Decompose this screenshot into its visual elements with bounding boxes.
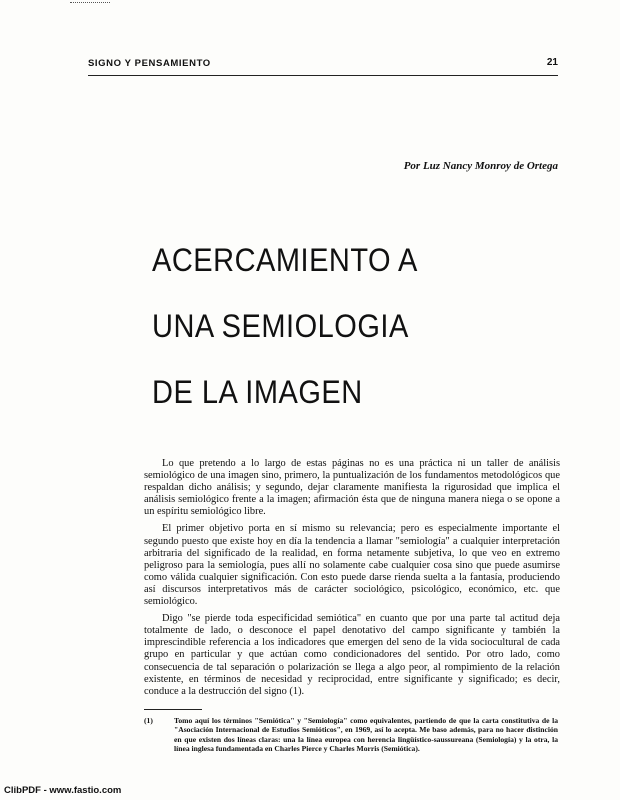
title-line-2: UNA SEMIOLOGIA [152,309,409,345]
paragraph-1: Lo que pretendo a lo largo de estas páginas no es una práctica ni un taller de análisis semiológico de una imagen sino, primero, la puntualización de los fundamentos metodológicos que respaldan dicho análisis; y segundo, dejar claramente manifiesta la rigurosidad que implica el análisis semiológico frente a la imagen; afirmación ésta que de ninguna manera niega o se opone a un espíritu semiológico libre. [144,458,560,518]
scan-artifact [70,2,110,8]
running-title: SIGNO Y PENSAMIENTO [88,58,211,69]
title-line-3: DE LA IMAGEN [152,375,363,411]
header-rule [88,75,558,76]
author-byline: Por Luz Nancy Monroy de Ortega [403,160,558,172]
footnote-rule [144,709,202,710]
footnote [144,716,558,754]
title-line-1: ACERCAMIENTO A [152,243,418,279]
paragraph-3: Digo "se pierde toda especificidad semiótica" en cuanto que por una parte tal actitud deja totalmente de lado, o desconoce el papel denotativo del campo significante y también la imprescindible referencia a los indicadores que emergen del seno de la vida sociocultural de cada grupo en particular y que actúan como condicionadores del sentido. Por otro lado, como consecuencia de tal separación o polarización se llega a algo peor, al rompimiento de la relación existente, en términos de necesidad y reciprocidad, entre significante y significado; es decir, conduce a la destrucción del signo (1). [144,613,560,697]
footnote-mark: (1) [144,716,153,725]
page-number: 21 [546,57,558,68]
page-header [88,58,558,74]
watermark-link[interactable]: ClibPDF - www.fastio.com [4,785,122,796]
article-body [144,458,560,703]
footnote-text: Tomo aquí los términos "Semiótica" y "Semiología" como equivalentes, partiendo de que la carta constitutiva de la "Asociación Internacional de Estudios Semióticos", en 1969, así lo acepta. Me baso además, para no hacer distinción en que existen dos líneas claras: una la línea europea con herencia lingüístico-saussureana (Semiología) y la otra, la línea inglesa fundamentada en Charles Pierce y Charles Morris (Semiótica). [174,716,558,754]
paragraph-2: El primer objetivo porta en sí mismo su relevancia; pero es especialmente importante el segundo puesto que existe hoy en día la tendencia a llamar "semiología" a cualquier interpretación arbitraria del significado de la realidad, en forma netamente subjetiva, lo que veo en extremo peligroso para la semiología, pues allí no solamente cabe cualquier cosa sino que puede asumirse como válida cualquier significación. Con esto puede darse rienda suelta a la fantasía, produciendo así discursos interpretativos más de carácter sociológico, psicológico, económico, etc. que semiológico. [144,523,560,608]
